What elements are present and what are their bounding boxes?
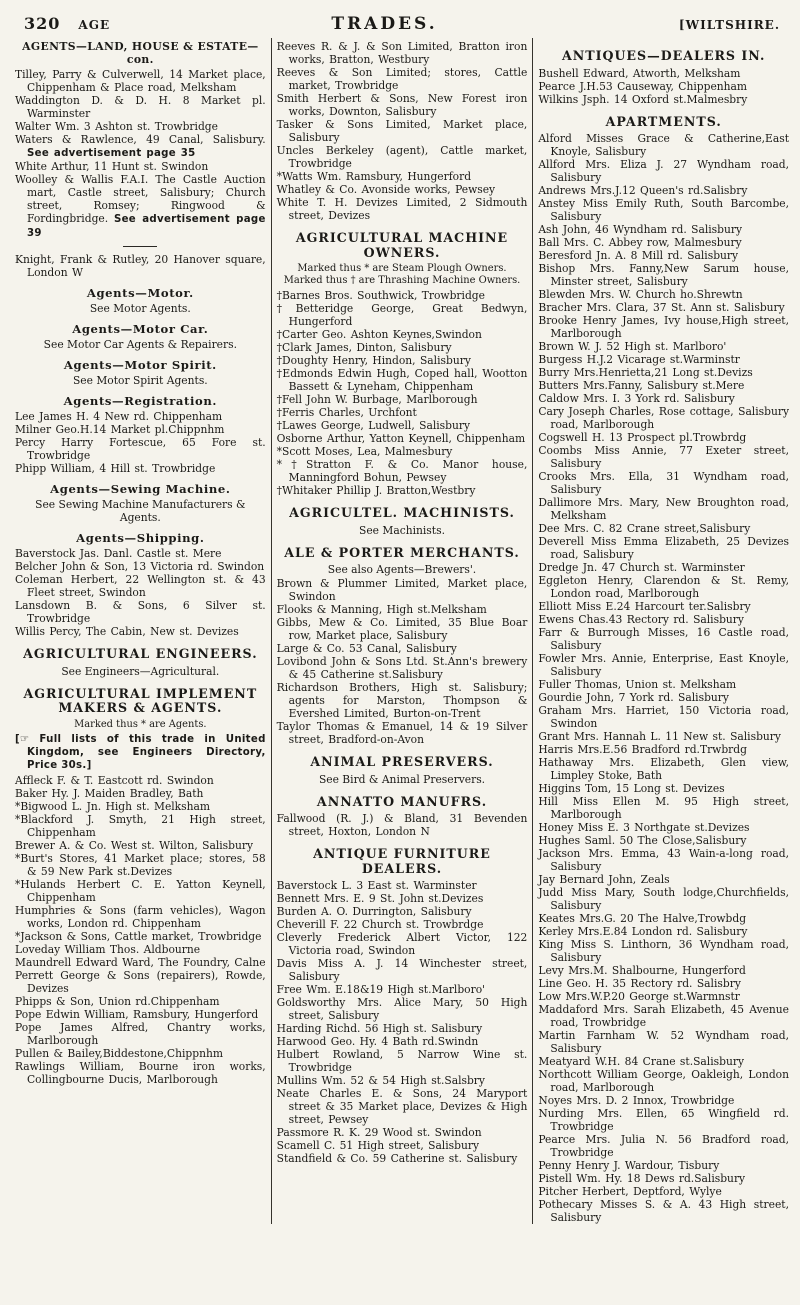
key-note: Marked thus * are Agents. [74,718,207,730]
directory-entry: †Carter Geo. Ashton Keynes,Swindon [276,328,482,341]
directory-entry: Burgess H.J.2 Vicarage st.Warminstr [538,353,740,366]
directory-entry: Pearce J.H.53 Causeway, Chippenham [538,79,748,93]
directory-entry: †Clark James, Dinton, Salisbury [276,341,452,354]
directory-entry: Davis Miss A. J. 14 Winchester street, Salisbury [276,957,528,983]
trade-heading: ANIMAL PRESERVERS. [310,754,494,769]
directory-entry: Bennett Mrs. E. 9 St. John st.Devizes [276,892,484,905]
page-number: 320 [24,14,61,33]
directory-entry: Coombs Miss Annie, 77 Exeter street, Salisbury [538,444,790,470]
directory-entry: Baker Hy. J. Maiden Bradley, Bath [15,787,204,800]
directory-entry: Pistell Wm. Hy. 18 Dews rd.Salisbury [538,1172,746,1185]
directory-entry: Harwood Geo. Hy. 4 Bath rd.Swindn [276,1035,479,1048]
directory-entry: Anstey Miss Emily Ruth, South Barcombe, Salisbury [538,197,790,223]
directory-entry: Judd Miss Mary, South lodge,Churchfields, Salisbury [538,886,790,912]
directory-entry: Hulbert Rowland, 5 Narrow Wine st. Trowbridge [276,1048,528,1074]
directory-entry: Meatyard W.H. 84 Crane st.Salisbury [538,1055,744,1068]
directory-entry: Percy Harry Fortescue, 65 Fore st. Trowbridge [15,436,266,462]
directory-entry: Maddaford Mrs. Sarah Elizabeth, 45 Avenue road, Trowbridge [538,1003,790,1029]
directory-entry: Crooks Mrs. Ella, 31 Wyndham road, Salisbury [538,470,790,496]
directory-entry: Mullins Wm. 52 & 54 High st.Salsbry [276,1074,485,1087]
directory-entry: Keates Mrs.G. 20 The Halve,Trowbdg [538,912,747,925]
directory-entry: Cheverill F. 22 Church st. Trowbrdge [276,918,484,931]
directory-entry: Waddington D. & D. H. 8 Market pl. Warminster [15,94,266,120]
directory-entry: Honey Miss E. 3 Northgate st.Devizes [538,821,750,834]
trade-heading: ANTIQUE FURNITURE DEALERS. [313,846,491,876]
directory-entry: Standfield & Co. 59 Catherine st. Salisbury [276,1152,518,1165]
directory-entry: Lee James H. 4 New rd. Chippenham [15,410,223,423]
directory-entry: Tasker & Sons Limited, Market place, Salisbury [276,118,528,144]
directory-entry: Brewer A. & Co. West st. Wilton, Salisbury [15,839,254,852]
directory-entry: Maundrell Edward Ward, The Foundry, Calne [15,956,266,969]
sub-heading: Agents—Registration. [63,394,218,408]
directory-entry: †Fell John W. Burbage, Marlborough [276,393,478,406]
page-title: TRADES. [331,14,438,34]
cross-reference: See Engineers—Agricultural. [61,664,220,678]
directory-entry: Woolley & Wallis F.A.I. The Castle Auction mart, Castle street, Salisbury; Church street, Romsey; Ringwood & Fordingbridge. See advertisement page 39 [15,173,266,239]
directory-entry: Hill Miss Ellen M. 95 High street, Marlborough [538,795,790,821]
directory-entry: Ewens Chas.43 Rectory rd. Salisbury [538,613,744,626]
directory-entry: Andrews Mrs.J.12 Queen's rd.Salisbry [538,184,748,197]
directory-entry: Walter Wm. 3 Ashton st. Trowbridge [15,120,218,133]
directory-entry: *Hulands Herbert C. E. Yatton Keynell, Chippenham [15,878,266,904]
directory-entry: Reeves R. & J. & Son Limited, Bratton iron works, Bratton, Westbury [276,40,528,66]
directory-entry: Penny Henry J. Wardour, Tisbury [538,1159,720,1172]
directory-entry: Flooks & Manning, High st.Melksham [276,603,487,616]
directory-entry: Willis Percy, The Cabin, New st. Devizes [15,625,239,638]
directory-entry: Ball Mrs. C. Abbey row, Malmesbury [538,236,742,249]
directory-entry: Ash John, 46 Wyndham rd. Salisbury [538,223,743,236]
directory-entry: †Edmonds Edwin Hugh, Coped hall, Wootton Bassett & Lyneham, Chippenham [276,367,528,393]
directory-entry: Loveday William Thos. Aldbourne [15,943,201,956]
directory-entry: Free Wm. E.18&19 High st.Marlboro' [276,983,486,996]
directory-entry: Harding Richd. 56 High st. Salisbury [276,1022,483,1035]
directory-entry: Neate Charles E. & Sons, 24 Maryport street & 35 Market place, Devizes & High street, Pewsey [276,1087,528,1126]
cross-reference: See Machinists. [359,523,445,537]
directory-entry: Hathaway Mrs. Elizabeth, Glen view, Limpley Stoke, Bath [538,756,790,782]
directory-entry: Burden A. O. Durrington, Salisbury [276,905,472,918]
trade-heading: ALE & PORTER MERCHANTS. [284,544,520,560]
directory-entry: Coleman Herbert, 22 Wellington st. & 43 Fleet street, Swindon [15,573,266,599]
column-2 [271,38,533,1224]
directory-entry: *Burt's Stores, 41 Market place; stores, 58 & 59 New Park st.Devizes [15,852,266,878]
directory-entry: Scamell C. 51 High street, Salisbury [276,1139,480,1152]
directory-entry: Bushell Edward, Atworth, Melksham [538,66,741,80]
directory-entry: Bishop Mrs. Fanny,New Sarum house, Minster street, Salisbury [538,262,790,288]
directory-entry: Whatley & Co. Avonside works, Pewsey [276,183,496,196]
directory-entry: Belcher John & Son, 13 Victoria rd. Swindon [15,560,265,573]
directory-entry: Perrett George & Sons (repairers), Rowde, Devizes [15,969,266,995]
directory-entry: Passmore R. K. 29 Wood st. Swindon [276,1126,482,1139]
directory-entry: Taylor Thomas & Emanuel, 14 & 19 Silver street, Bradford-on-Avon [276,720,528,746]
directory-entry: Large & Co. 53 Canal, Salisbury [276,642,457,655]
publisher-notice: [☞ Full lists of this trade in United Kingdom, see Engineers Directory, Price 30s.] [15,734,266,771]
directory-entry: Allford Mrs. Eliza J. 27 Wyndham road, Salisbury [538,158,790,184]
directory-entry: †Lawes George, Ludwell, Salisbury [276,419,471,432]
directory-entry: Eggleton Henry, Clarendon & St. Remy, London road, Marlborough [538,574,790,600]
section-divider [123,246,157,247]
trade-heading: AGRICULTEL. MACHINISTS. [289,505,515,520]
trade-heading: AGRICULTURAL ENGINEERS. [23,646,258,661]
directory-entry: Gibbs, Mew & Co. Limited, 35 Blue Boar row, Market place, Salisbury [276,616,528,642]
cross-reference: See Sewing Machine Manufacturers & Agents. [35,498,246,524]
directory-entry: Wilkins Jsph. 14 Oxford st.Malmesbry [538,92,748,106]
cross-reference: See Motor Agents. [89,302,191,315]
directory-entry: Hughes Saml. 50 The Close,Salisbury [538,834,747,847]
directory-entry: Nurding Mrs. Ellen, 65 Wingfield rd. Trowbridge [538,1107,790,1133]
directory-entry: Pope Edwin William, Ramsbury, Hungerford [15,1008,259,1021]
sub-heading: Agents—Sewing Machine. [50,482,231,496]
sub-heading: Agents—Shipping. [76,531,205,545]
directory-entry: Noyes Mrs. D. 2 Innox, Trowbridge [538,1094,735,1107]
directory-entry: Fallwood (R. J.) & Bland, 31 Bevenden street, Hoxton, London N [276,812,528,838]
directory-entry: Lansdown B. & Sons, 6 Silver st. Trowbridge [15,599,266,625]
trade-heading: ANNATTO MANUFRS. [316,793,488,809]
directory-entry: Rawlings William, Bourne iron works, Collingbourne Ducis, Marlborough [15,1060,266,1086]
directory-entry: Phipps & Son, Union rd.Chippenham [15,995,220,1008]
running-header-left [24,14,110,33]
directory-entry: *Bigwood L. Jn. High st. Melksham [15,800,211,813]
county-header: [WILTSHIRE. [678,18,780,32]
directory-entry: Brooke Henry James, Ivy house,High street, Marlborough [538,314,790,340]
trade-heading: AGRICULTURAL IMPLEMENT MAKERS & AGENTS. [23,685,258,715]
key-note: Marked thus * are Steam Plough Owners. Marked thus † are Thrashing Machine Owners. [283,263,521,286]
sub-heading: Agents—Motor. [86,286,194,300]
sub-heading: Agents—Motor Car. [72,322,209,336]
directory-entry: Alford Misses Grace & Catherine,East Knoyle, Salisbury [538,132,790,158]
directory-entry: Humphries & Sons (farm vehicles), Wagon works, London rd. Chippenham [15,904,266,930]
directory-entry: Pullen & Bailey,Biddestone,Chippnhm [15,1047,223,1060]
directory-entry: Uncles Berkeley (agent), Cattle market, Trowbridge [276,144,528,170]
directory-entry: Beresford Jn. A. 8 Mill rd. Salisbury [538,249,739,262]
directory-entry: Farr & Burrough Misses, 16 Castle road, Salisbury [538,626,790,652]
directory-entry: *Watts Wm. Ramsbury, Hungerford [276,170,472,183]
directory-entry: White Arthur, 11 Hunt st. Swindon [15,160,209,173]
directory-entry: Grant Mrs. Hannah L. 11 New st. Salisbury [538,730,781,743]
directory-entry: Higgins Tom, 15 Long st. Devizes [538,782,725,795]
directory-entry: Goldsworthy Mrs. Alice Mary, 50 High street, Salisbury [276,996,528,1022]
directory-entry: Osborne Arthur, Yatton Keynell, Chippenham [276,432,526,445]
directory-entry: Line Geo. H. 35 Rectory rd. Salisbry [538,977,741,990]
directory-entry: Elliott Miss E.24 Harcourt ter.Salisbry [538,600,751,613]
directory-entry: Cary Joseph Charles, Rose cottage, Salisbury road, Marlborough [538,405,790,431]
sub-heading: Agents—Motor Spirit. [63,358,217,372]
directory-entry: Pothecary Misses S. & A. 43 High street, Salisbury [538,1198,790,1224]
running-header [10,14,794,38]
directory-entry: Dee Mrs. C. 82 Crane street,Salisbury [538,522,751,535]
directory-entry: Brown W. J. 52 High st. Marlboro' [538,340,727,353]
directory-entry: Blewden Mrs. W. Church ho.Shrewtn [538,288,743,301]
directory-entry: †Betteridge George, Great Bedwyn, Hungerford [276,302,528,328]
advertisement-reference: See advertisement page 35 [27,148,196,159]
directory-entry: †Whitaker Phillip J. Bratton,Westbry [276,484,476,497]
directory-entry: Smith Herbert & Sons, New Forest iron works, Downton, Salisbury [276,92,528,118]
directory-entry: Tilley, Parry & Culverwell, 14 Market place, Chippenham & Place road, Melksham [15,68,266,94]
cross-reference: See also Agents—Brewers'. [327,563,477,576]
directory-entry: *Jackson & Sons, Cattle market, Trowbridge [15,930,262,943]
catchword: AGE [78,18,111,32]
directory-entry: Affleck F. & T. Eastcott rd. Swindon [15,774,214,787]
directory-entry: *†Stratton F. & Co. Manor house, Manningford Bohun, Pewsey [276,458,528,484]
column-container [10,38,794,1224]
directory-entry: †Doughty Henry, Hindon, Salisbury [276,354,471,367]
directory-entry: Cleverly Frederick Albert Victor, 122 Victoria road, Swindon [276,931,528,957]
directory-entry: Fuller Thomas, Union st. Melksham [538,678,737,691]
directory-entry: Milner Geo.H.14 Market pl.Chippnhm [15,423,225,436]
trade-heading: APARTMENTS. [605,113,722,129]
directory-entry: Kerley Mrs.E.84 London rd. Salisbury [538,925,748,938]
directory-entry: White T. H. Devizes Limited, 2 Sidmouth street, Devizes [276,196,528,222]
trade-heading: AGRICULTURAL MACHINE OWNERS. [295,230,509,260]
directory-entry: Baverstock Jas. Danl. Castle st. Mere [15,547,222,560]
directory-entry: Bracher Mrs. Clara, 37 St. Ann st. Salisbury [538,301,785,314]
advertisement-reference: See advertisement page 39 [27,214,266,239]
directory-entry: †Ferris Charles, Urchfont [276,406,417,419]
directory-entry: *Blackford J. Smyth, 21 High street, Chippenham [15,813,266,839]
directory-entry: Knight, Frank & Rutley, 20 Hanover square, London W [15,253,266,279]
cross-reference: See Motor Spirit Agents. [72,374,208,387]
directory-entry: Baverstock L. 3 East st. Warminster [276,879,477,892]
directory-entry: Jay Bernard John, Zeals [538,873,670,886]
directory-entry: Dallimore Mrs. Mary, New Broughton road, Melksham [538,496,790,522]
directory-entry: Richardson Brothers, High st. Salisbury; agents for Marston, Thompson & Evershed Limited, Burton-on-Trent [276,681,528,720]
directory-entry: Dredge Jn. 47 Church st. Warminster [538,561,745,574]
directory-entry: Gourdie John, 7 York rd. Salisbury [538,691,729,704]
directory-entry: Lovibond John & Sons Ltd. St.Ann's brewery & 45 Catherine st.Salisbury [276,655,528,681]
directory-entry: *Scott Moses, Lea, Malmesbury [276,445,453,458]
directory-entry: Martin Farnham W. 52 Wyndham road, Salisbury [538,1029,790,1055]
directory-entry: Deverell Miss Emma Elizabeth, 25 Devizes road, Salisbury [538,535,790,561]
directory-entry: King Miss S. Linthorn, 36 Wyndham road, Salisbury [538,938,790,964]
directory-entry: Graham Mrs. Harriet, 150 Victoria road, Swindon [538,704,790,730]
directory-entry: Cogswell H. 13 Prospect pl.Trowbrdg [538,431,747,444]
directory-entry: Fowler Mrs. Annie, Enterprise, East Knoyle, Salisbury [538,652,790,678]
directory-entry: Harris Mrs.E.56 Bradford rd.Trwbrdg [538,743,747,756]
directory-entry: Brown & Plummer Limited, Market place, Swindon [276,577,528,603]
directory-entry: Pearce Mrs. Julia N. 56 Bradford road, Trowbridge [538,1133,790,1159]
directory-entry: Butters Mrs.Fanny, Salisbury st.Mere [538,379,745,392]
directory-entry: Phipp William, 4 Hill st. Trowbridge [15,462,216,475]
directory-entry: Pitcher Herbert, Deptford, Wylye [538,1185,722,1198]
column-3 [532,38,794,1224]
continued-section-heading: AGENTS—LAND, HOUSE & ESTATE—con. [22,40,259,66]
cross-reference: See Bird & Animal Preservers. [318,772,486,786]
trade-heading: ANTIQUES—DEALERS IN. [561,48,766,63]
directory-entry: Low Mrs.W.P.20 George st.Warmnstr [538,990,740,1003]
directory-entry: Burry Mrs.Henrietta,21 Long st.Devizs [538,366,753,379]
directory-entry: Northcott William George, Oakleigh, London road, Marlborough [538,1068,790,1094]
directory-entry: †Barnes Bros. Southwick, Trowbridge [276,289,485,302]
directory-entry: Reeves & Son Limited; stores, Cattle market, Trowbridge [276,66,528,92]
directory-entry: Jackson Mrs. Emma, 43 Wain-a-long road, Salisbury [538,847,790,873]
column-1 [10,38,271,1224]
directory-entry: Pope James Alfred, Chantry works, Marlborough [15,1021,266,1047]
cross-reference: See Motor Car Agents & Repairers. [43,338,237,351]
directory-entry: Waters & Rawlence, 49 Canal, Salisbury. See advertisement page 35 [15,133,266,159]
directory-entry: Levy Mrs.M. Shalbourne, Hungerford [538,964,746,977]
directory-entry: Caldow Mrs. I. 3 York rd. Salisbury [538,392,735,405]
